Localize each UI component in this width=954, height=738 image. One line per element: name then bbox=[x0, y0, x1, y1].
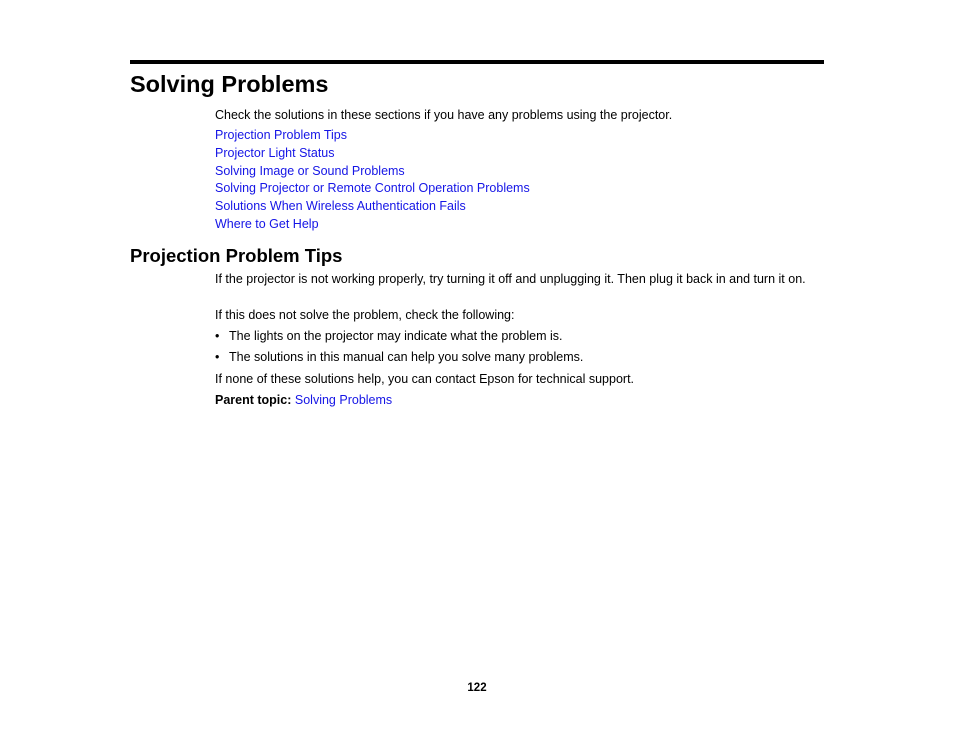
toc-link-wireless-authentication[interactable]: Solutions When Wireless Authentication Fails bbox=[215, 199, 466, 214]
parent-topic bbox=[215, 393, 392, 408]
page-title: Solving Problems bbox=[130, 71, 329, 97]
list-item-text: The solutions in this manual can help you solve many problems. bbox=[229, 350, 584, 364]
page-number: 122 bbox=[467, 682, 487, 694]
bullet-icon: • bbox=[215, 350, 220, 364]
parent-topic-link[interactable]: Solving Problems bbox=[294, 393, 393, 407]
toc-link-projection-problem-tips[interactable]: Projection Problem Tips bbox=[215, 128, 348, 142]
bullet-icon: • bbox=[215, 329, 220, 343]
list-item bbox=[215, 350, 583, 371]
section-heading: Projection Problem Tips bbox=[130, 245, 343, 266]
bullet-list bbox=[215, 329, 583, 371]
toc-link-projector-light-status[interactable]: Projector Light Status bbox=[215, 145, 335, 160]
toc-item bbox=[215, 198, 530, 216]
toc-item bbox=[215, 216, 530, 234]
intro-text: Check the solutions in these sections if you have any problems using the projector. bbox=[215, 108, 673, 122]
toc-item bbox=[215, 163, 530, 181]
toc-link-operation-problems[interactable]: Solving Projector or Remote Control Operation Problems bbox=[215, 181, 530, 196]
section-paragraph-2: If this does not solve the problem, check the following: bbox=[215, 308, 515, 322]
title-rule bbox=[130, 60, 824, 64]
section-paragraph-1: If the projector is not working properly, try turning it off and unplugging it. Then plug it back in and turn it on. bbox=[215, 272, 806, 286]
section-paragraph-3: If none of these solutions help, you can contact Epson for technical support. bbox=[215, 372, 635, 386]
toc-item bbox=[215, 145, 530, 163]
toc-link-list bbox=[215, 127, 530, 234]
toc-item bbox=[215, 127, 530, 145]
toc-link-solving-image-or-sound-problems[interactable]: Solving Image or Sound Problems bbox=[215, 163, 405, 178]
toc-item bbox=[215, 180, 530, 198]
list-item bbox=[215, 329, 583, 350]
list-item-text: The lights on the projector may indicate what the problem is. bbox=[229, 329, 563, 343]
toc-link-where-to-get-help[interactable]: Where to Get Help bbox=[215, 216, 319, 231]
parent-topic-label: Parent topic: bbox=[215, 393, 292, 407]
